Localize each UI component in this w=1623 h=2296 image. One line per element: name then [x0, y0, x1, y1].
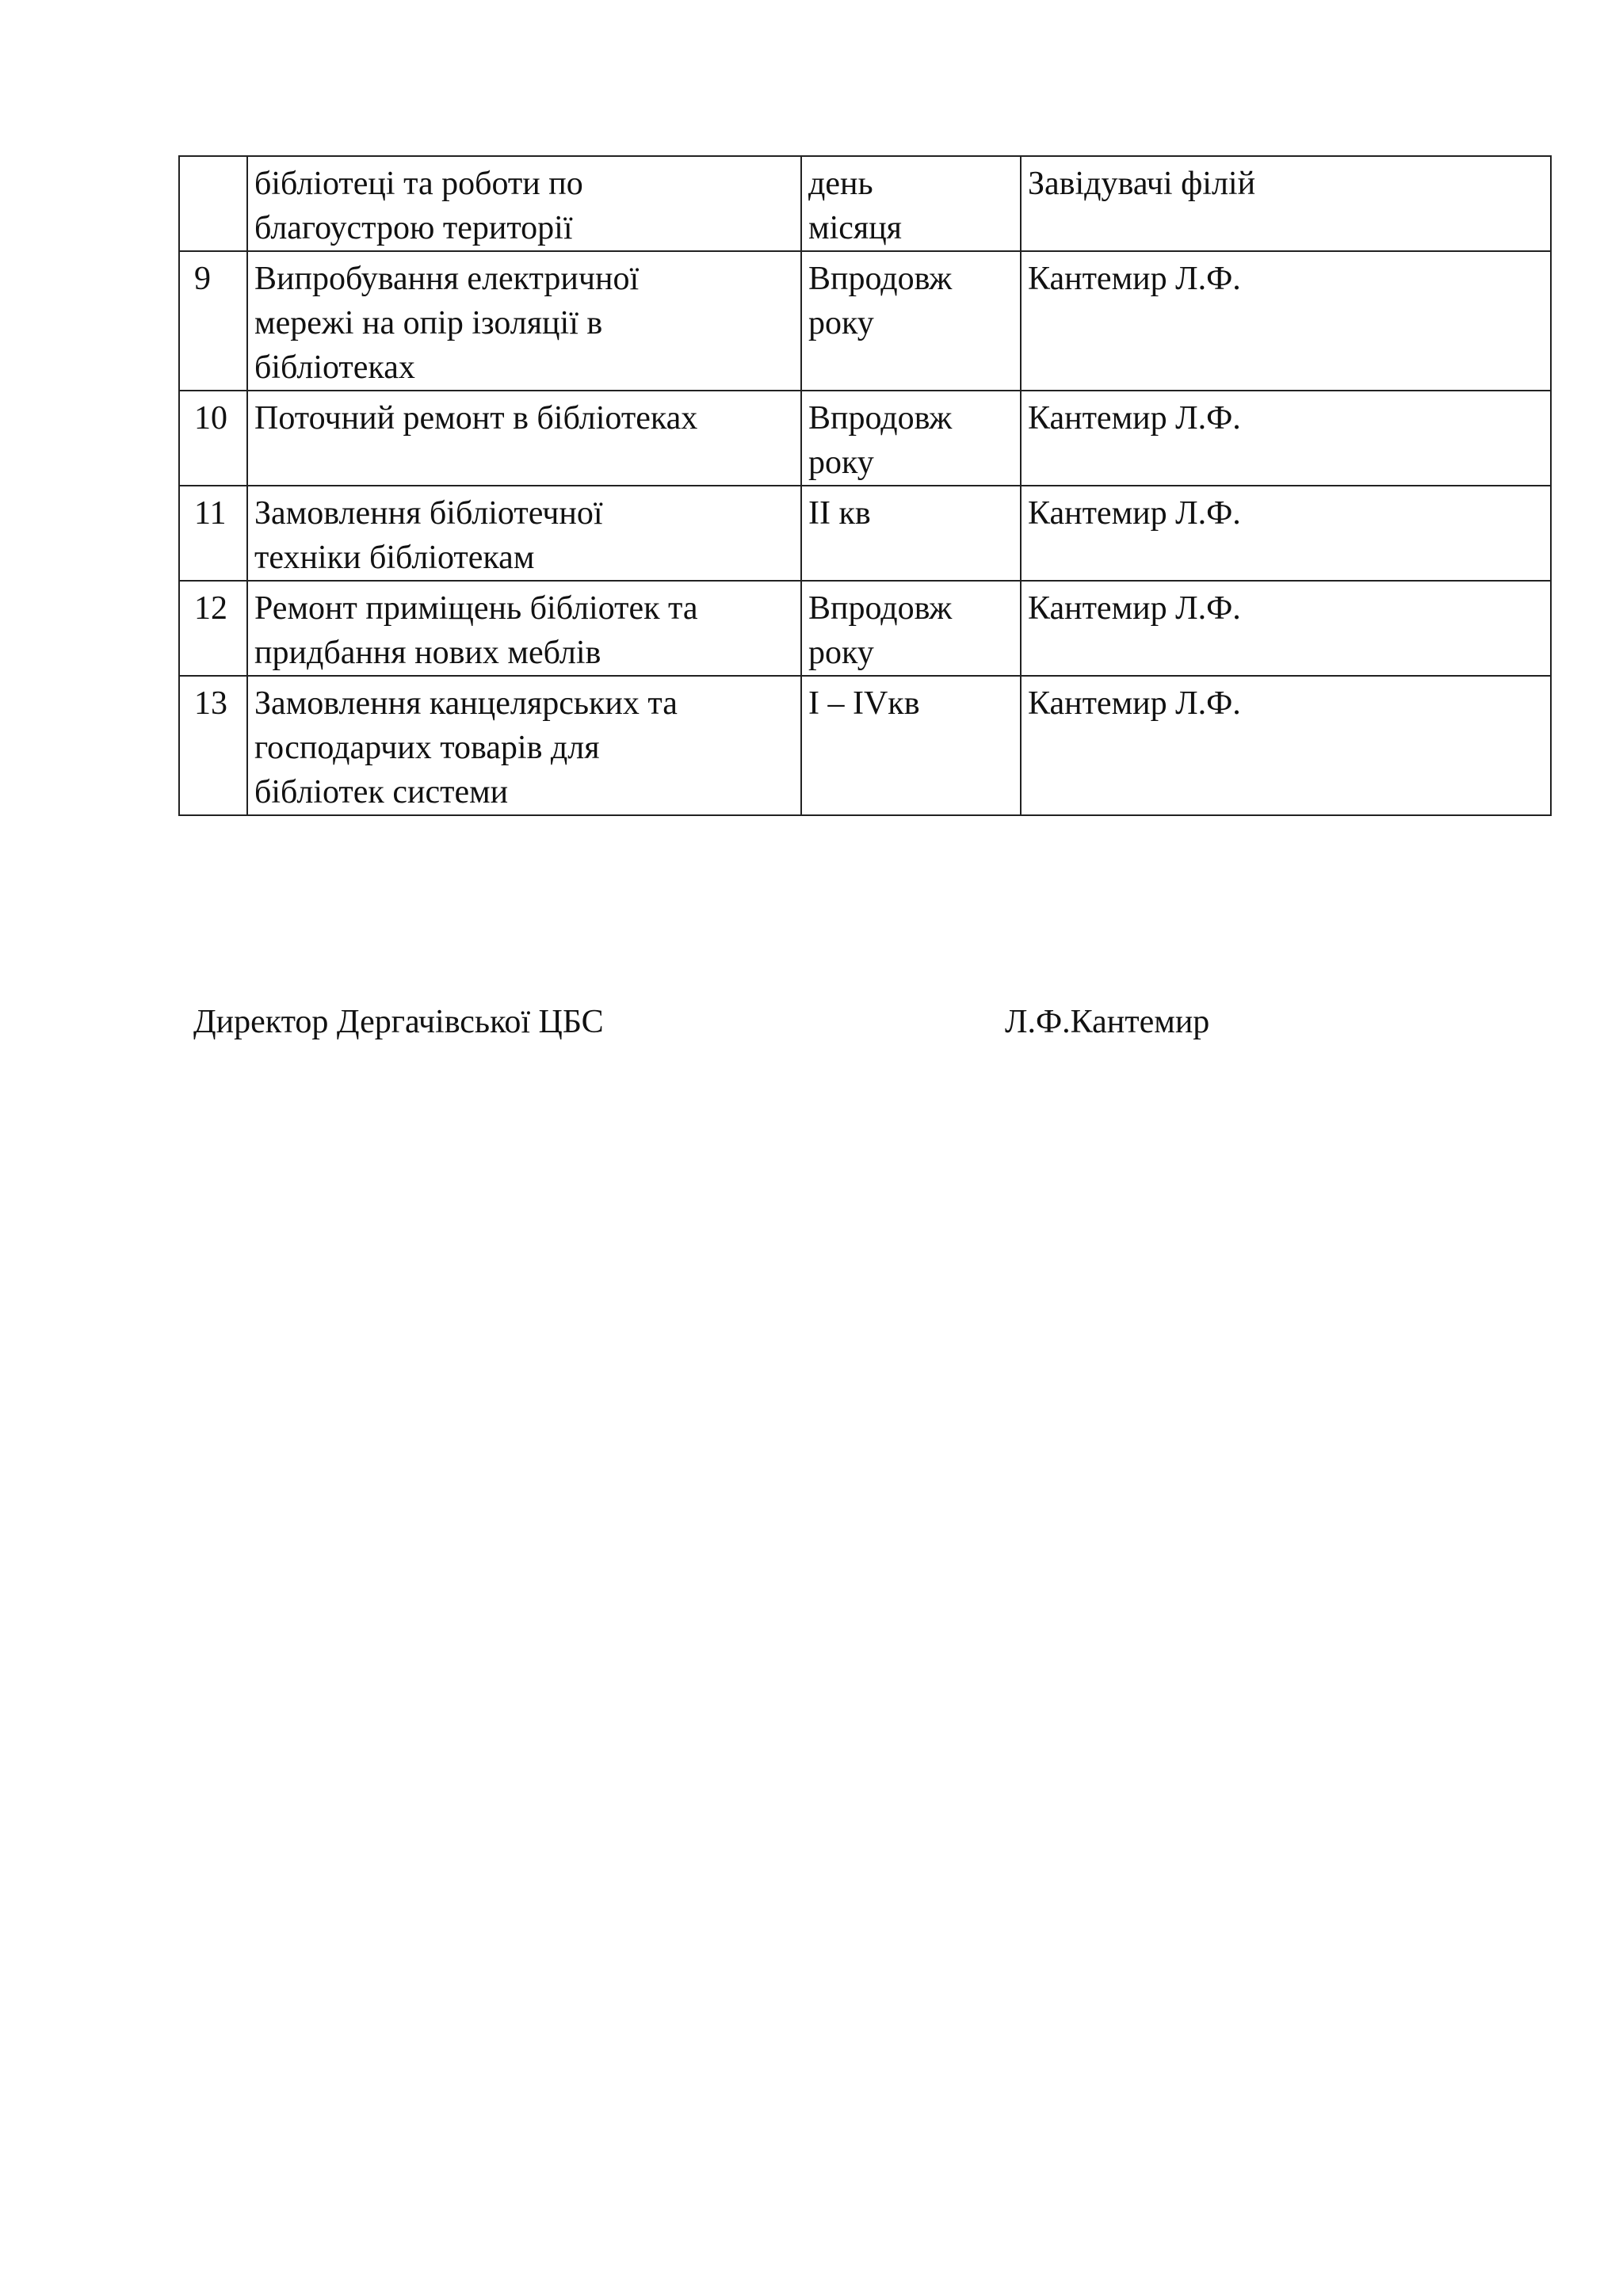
table-row — [179, 156, 1551, 251]
task-cell: Випробування електричної мережі на опір ізоляції в бібліотеках — [247, 251, 801, 391]
table-row — [179, 251, 1551, 391]
table-row — [179, 676, 1551, 815]
task-cell: Ремонт приміщень бібліотек та придбання нових меблів — [247, 581, 801, 676]
plan-table — [178, 155, 1552, 816]
row-number — [179, 156, 247, 251]
term-cell: I – IVкв — [801, 676, 1021, 815]
table-row — [179, 391, 1551, 486]
row-number: 10 — [179, 391, 247, 486]
responsible-cell: Кантемир Л.Ф. — [1021, 391, 1551, 486]
task-cell: Замовлення канцелярських та господарчих товарів для бібліотек системи — [247, 676, 801, 815]
responsible-cell: Кантемир Л.Ф. — [1021, 676, 1551, 815]
task-cell: Поточний ремонт в бібліотеках — [247, 391, 801, 486]
responsible-cell: Завідувачі філій — [1021, 156, 1551, 251]
row-number: 12 — [179, 581, 247, 676]
term-cell: II кв — [801, 486, 1021, 581]
term-cell: Впродовж року — [801, 251, 1021, 391]
row-number: 9 — [179, 251, 247, 391]
responsible-cell: Кантемир Л.Ф. — [1021, 486, 1551, 581]
signature-title: Директор Дергачівської ЦБС — [193, 1004, 604, 1040]
table-row — [179, 486, 1551, 581]
responsible-cell: Кантемир Л.Ф. — [1021, 251, 1551, 391]
table-row — [179, 581, 1551, 676]
term-cell: день місяця — [801, 156, 1021, 251]
task-cell: бібліотеці та роботи по благоустрою території — [247, 156, 801, 251]
row-number: 11 — [179, 486, 247, 581]
signature-name: Л.Ф.Кантемир — [1005, 1004, 1210, 1040]
responsible-cell: Кантемир Л.Ф. — [1021, 581, 1551, 676]
row-number: 13 — [179, 676, 247, 815]
task-cell: Замовлення бібліотечної техніки бібліотекам — [247, 486, 801, 581]
term-cell: Впродовж року — [801, 581, 1021, 676]
term-cell: Впродовж року — [801, 391, 1021, 486]
